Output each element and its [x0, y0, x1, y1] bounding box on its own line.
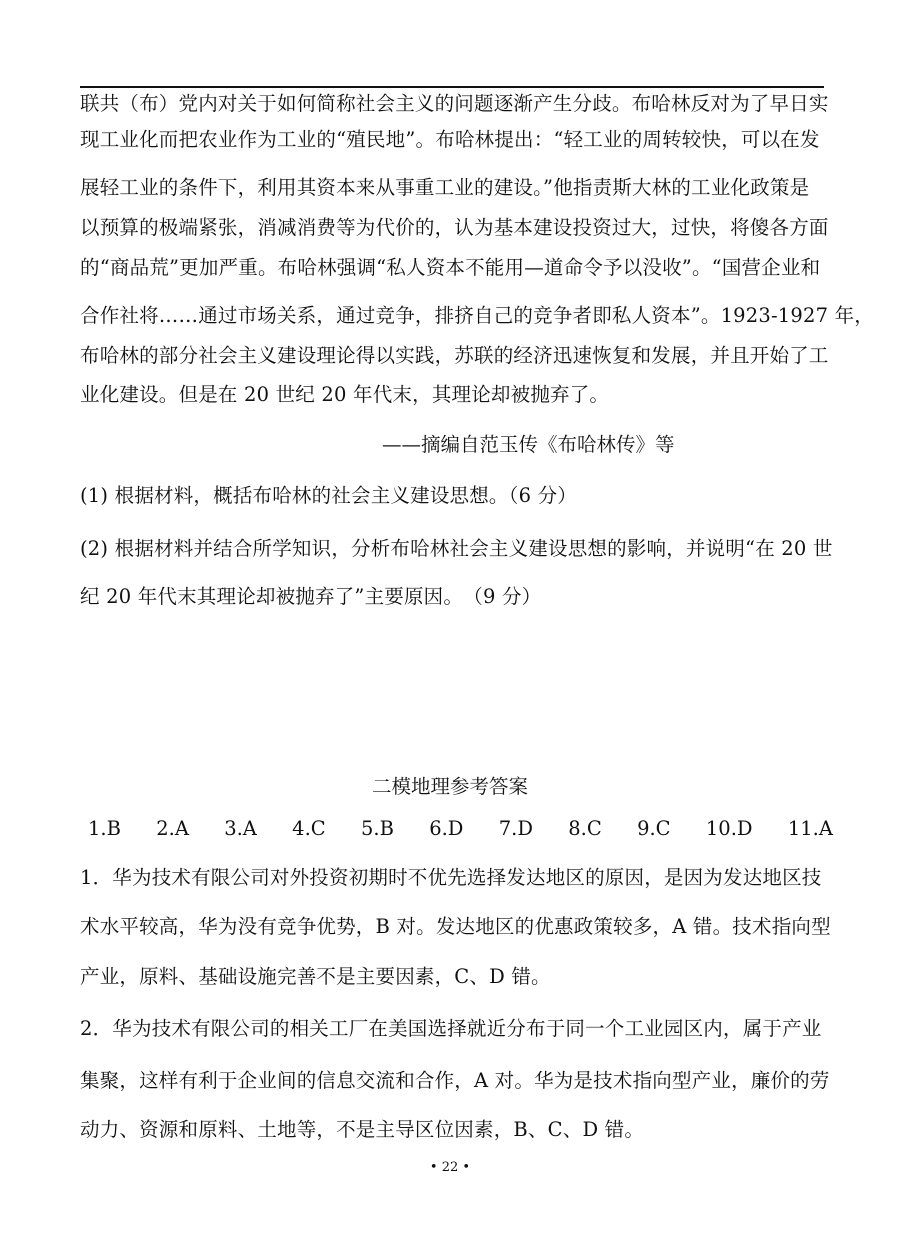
material-line: 的“商品荒”更加严重。布哈林强调“私人资本不能用—道命令予以没收”。“国营企业和	[80, 256, 821, 279]
material-line: 联共（布）党内对关于如何简称社会主义的问题逐渐产生分歧。布哈林反对为了早日实	[80, 92, 829, 115]
answer-item: 10.D	[705, 817, 753, 840]
explanation-line: 集聚，这样有利于企业间的信息交流和合作，A 对。华为是技术指向型产业，廉价的劳	[80, 1069, 830, 1092]
answer-item: 8.C	[568, 817, 602, 840]
explanation-line: 1．华为技术有限公司对外投资初期时不优先选择发达地区的原因，是因为发达地区技	[80, 866, 822, 889]
material-line: 业化建设。但是在 20 世纪 20 年代末，其理论却被抛弃了。	[80, 383, 610, 406]
source-attribution: ——摘编自范玉传《布哈林传》等	[382, 433, 675, 456]
answer-item: 3.A	[224, 817, 257, 840]
answer-item: 1.B	[88, 817, 121, 840]
answer-key-row	[88, 817, 833, 841]
explanation-line: 产业，原料、基础设施完善不是主要因素，C、D 错。	[80, 965, 551, 988]
answer-item: 6.D	[429, 817, 464, 840]
page-number: • 22 •	[429, 1160, 471, 1175]
top-rule	[80, 86, 824, 88]
material-line: 展轻工业的条件下，利用其资本来从事重工业的建设。”他指责斯大林的工业化政策是	[80, 176, 810, 199]
answer-item: 11.A	[787, 817, 833, 840]
question-2-continued: 纪 20 年代末其理论却被抛弃了”主要原因。 （9 分）	[80, 585, 542, 608]
material-line: 以预算的极端紧张，消减消费等为代价的，认为基本建设投资过大，过快，将傻各方面	[80, 216, 829, 239]
answer-item: 7.D	[498, 817, 533, 840]
explanation-line: 2．华为技术有限公司的相关工厂在美国选择就近分布于同一个工业园区内，属于产业	[80, 1017, 822, 1040]
material-line: 现工业化而把农业作为工业的“殖民地”。布哈林提出：“轻工业的周转较快，可以在发	[80, 128, 820, 151]
question-2: (2) 根据材料并结合所学知识，分析布哈林社会主义建设思想的影响，并说明“在 20 世	[80, 537, 833, 560]
answer-item: 5.B	[360, 817, 394, 840]
answer-item: 9.C	[637, 817, 671, 840]
explanation-line: 术水平较高，华为没有竞争优势，B 对。发达地区的优惠政策较多，A 错。技术指向型	[80, 915, 831, 938]
material-line: 合作社将……通过市场关系，通过竞争，排挤自己的竞争者即私人资本”。1923-1927 年，	[80, 304, 875, 327]
answer-section-title: 二模地理参考答案	[371, 775, 528, 798]
question-1: (1) 根据材料，概括布哈林的社会主义建设思想。（6 分）	[80, 484, 577, 507]
material-line: 布哈林的部分社会主义建设理论得以实践，苏联的经济迅速恢复和发展，并且开始了工	[80, 344, 829, 367]
answer-item: 4.C	[292, 817, 326, 840]
explanation-line: 动力、资源和原料、土地等，不是主导区位因素，B、C、D 错。	[80, 1118, 645, 1141]
answer-item: 2.A	[156, 817, 189, 840]
